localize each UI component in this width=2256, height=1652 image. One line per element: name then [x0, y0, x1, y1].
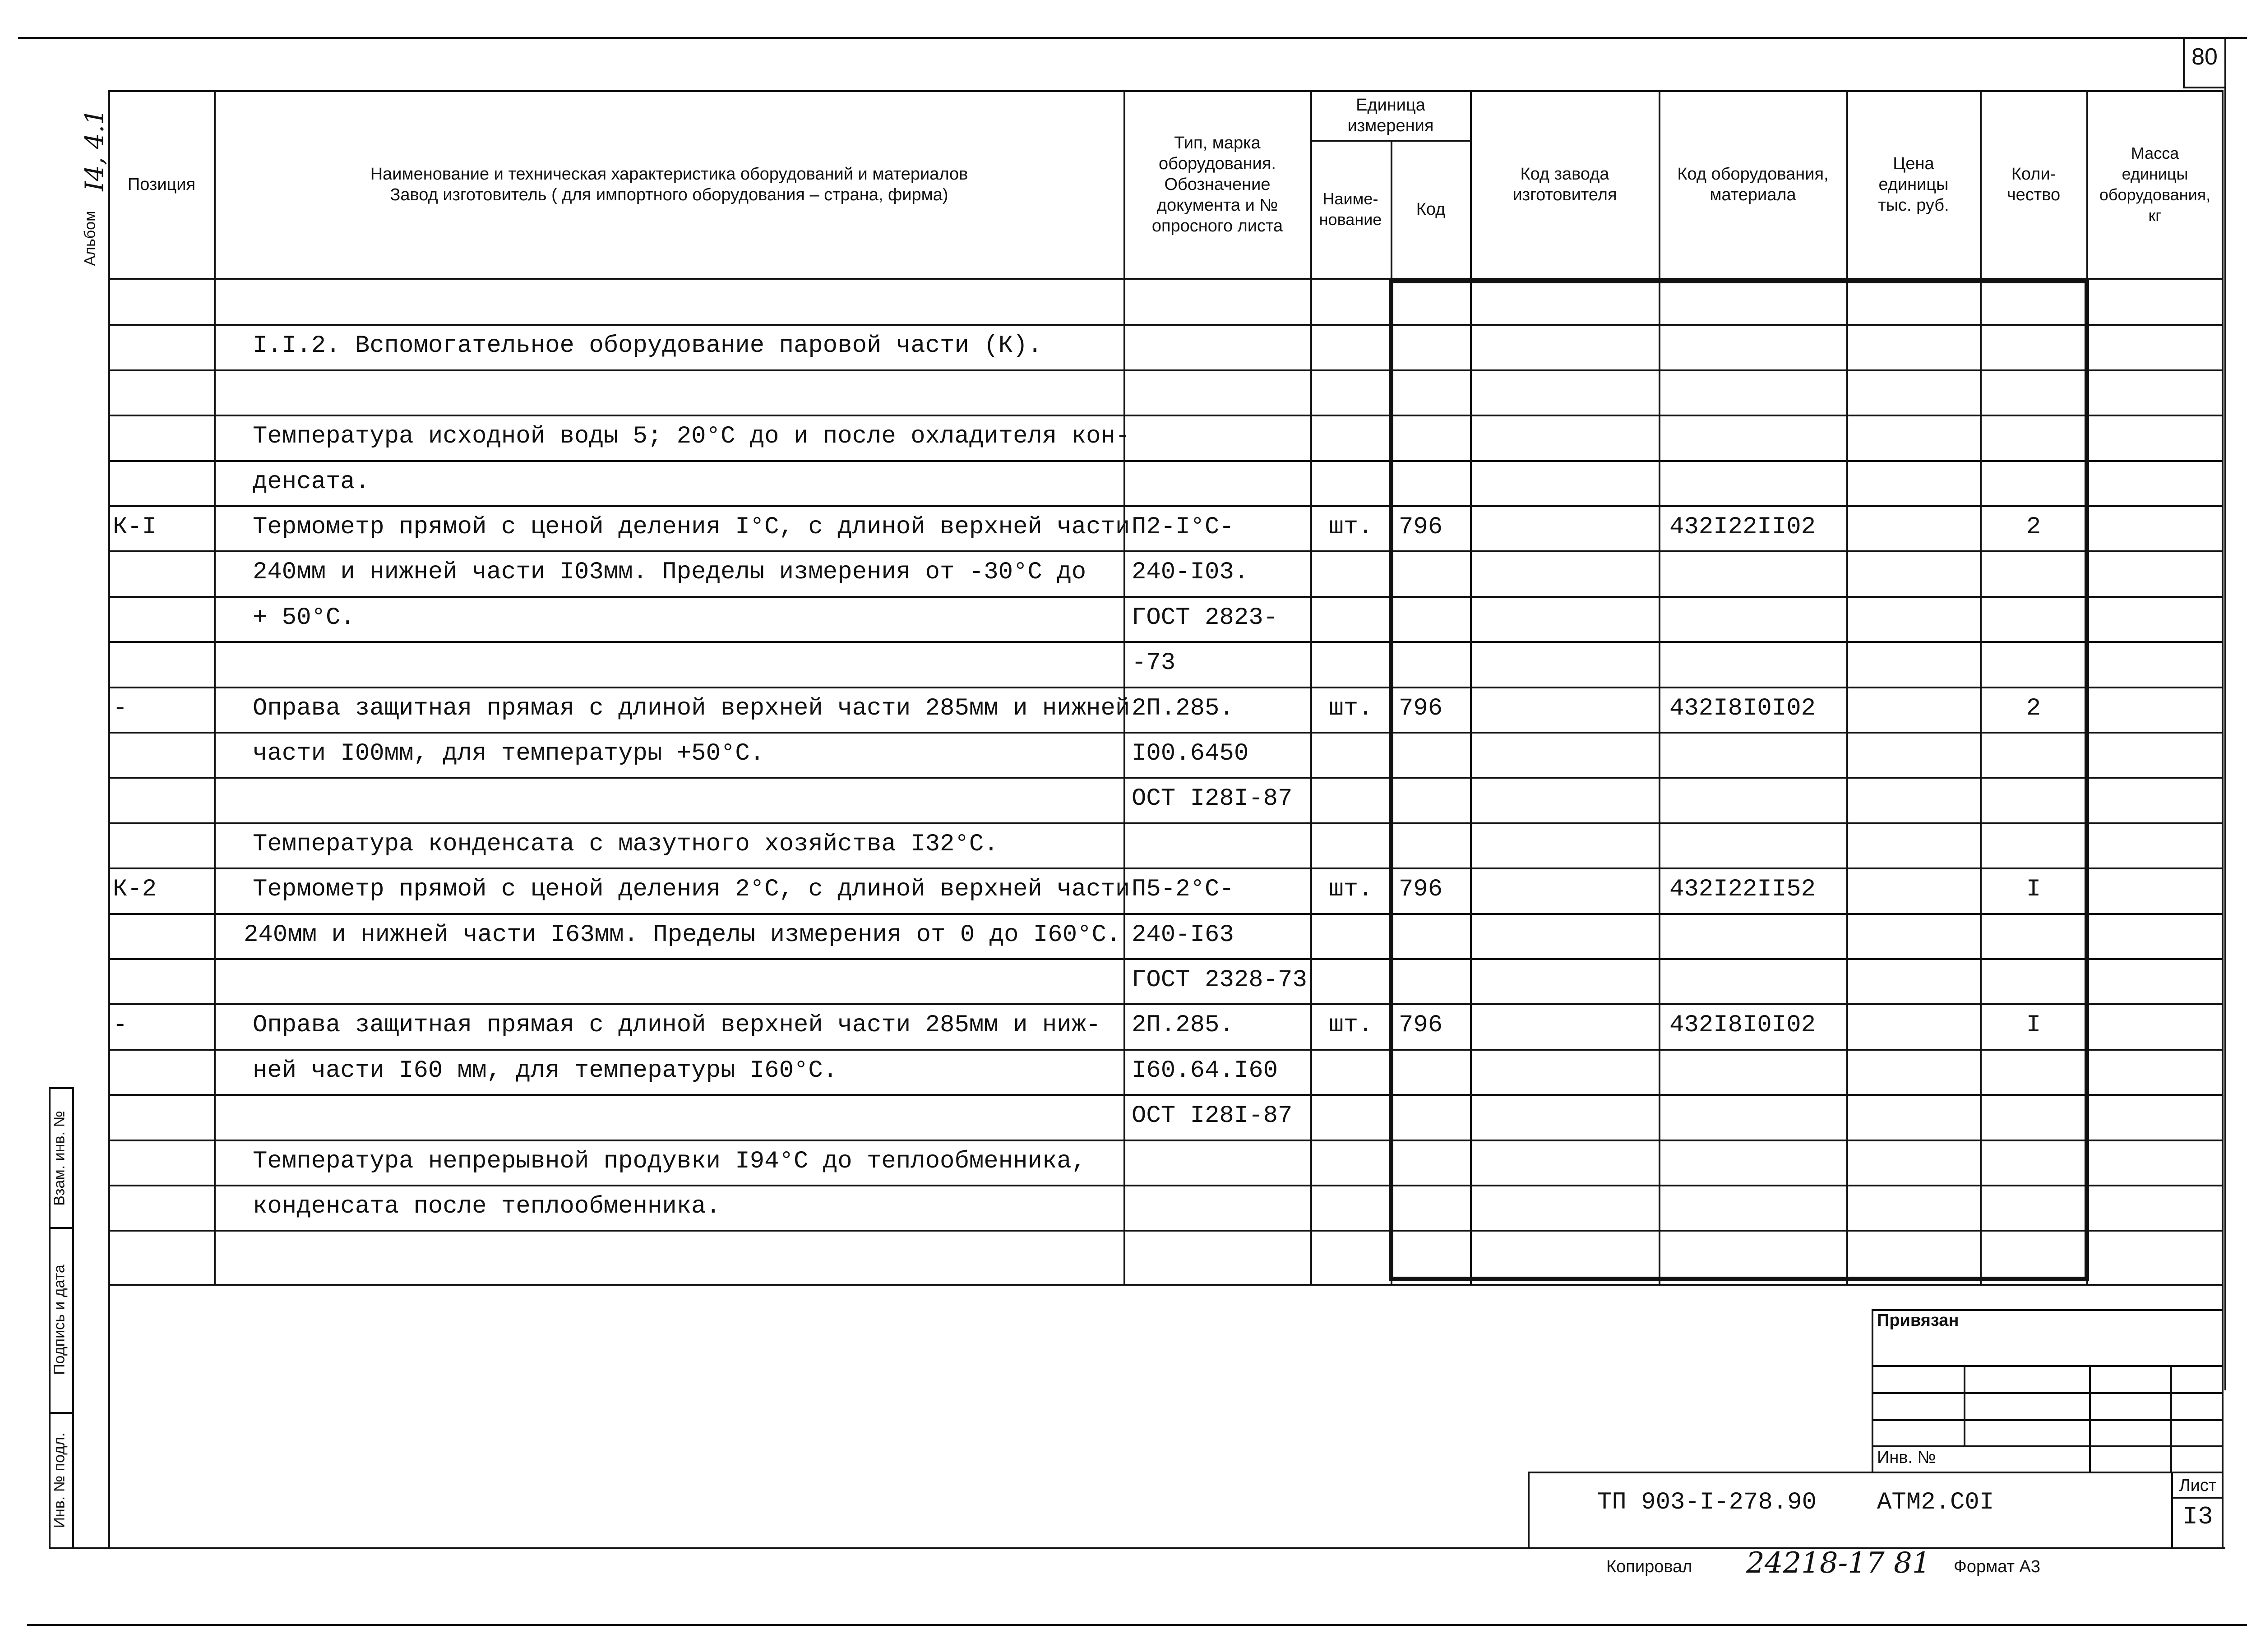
cell-type: ОСТ I28I-87: [1132, 785, 1293, 812]
cell-type: 2П.285.: [1132, 695, 1234, 722]
row-divider: [108, 1185, 2224, 1186]
cell-pos: К-2: [113, 876, 157, 903]
header-price: Цена единицы тыс. руб.: [1878, 154, 1949, 215]
cell-qty: 2: [2026, 695, 2041, 722]
cell-name: I.I.2. Вспомогательное оборудование паровой части (К).: [253, 332, 1042, 360]
row-divider: [108, 777, 2224, 779]
row-divider: [108, 550, 2224, 552]
cell-name: денсата.: [253, 468, 370, 496]
row-divider: [108, 505, 2224, 507]
cell-name: Оправа защитная прямая с длиной верхней части 285мм и ниж-: [253, 1011, 1101, 1039]
stamp-sheet-number: I3: [2182, 1502, 2213, 1531]
header-mass: Масса единицы оборудования, кг: [2099, 144, 2211, 225]
cell-type: -73: [1132, 649, 1176, 677]
cell-name: 240мм и нижней части I63мм. Пределы измерения от 0 до I60°С.: [244, 921, 1121, 949]
header-material-code: Код оборудования, материала: [1677, 165, 1829, 204]
side-label-signature-date: Подпись и дата: [51, 1264, 68, 1375]
stamp-sheet-label: Лист: [2179, 1476, 2217, 1495]
cell-type: ОСТ I28I-87: [1132, 1102, 1293, 1130]
cell-type: 2П.285.: [1132, 1011, 1234, 1039]
cell-qty: I: [2026, 876, 2041, 903]
row-divider: [108, 822, 2224, 824]
album-label: Альбом: [81, 211, 99, 266]
row-divider: [108, 369, 2224, 371]
footer-format-label: Формат А3: [1954, 1557, 2041, 1576]
cell-unit: шт.: [1329, 1011, 1373, 1039]
cell-name: Термометр прямой с ценой деления I°С, с длиной верхней части: [253, 513, 1130, 541]
stamp-doc-code: ТП 903-I-278.90: [1597, 1489, 1817, 1516]
cell-mat: 432I8I0I02: [1669, 695, 1816, 722]
cell-type: ГОСТ 2823-: [1132, 604, 1278, 632]
cell-unit: шт.: [1329, 513, 1373, 541]
cell-type: П2-I°С-: [1132, 513, 1234, 541]
cell-name: Температура непрерывной продувки I94°С до теплообменника,: [253, 1148, 1086, 1175]
cell-name: части I00мм, для температуры +50°С.: [253, 740, 765, 767]
row-divider: [108, 913, 2224, 915]
cell-type: ГОСТ 2328-73: [1132, 966, 1307, 994]
header-unit: Единица измерения: [1347, 96, 1434, 135]
cell-type: I00.6450: [1132, 740, 1249, 767]
row-divider: [108, 958, 2224, 960]
row-divider: [108, 596, 2224, 598]
album-number: I4, 4.1: [80, 109, 110, 191]
row-divider: [108, 460, 2224, 462]
cell-name: Температура исходной воды 5; 20°С до и после охладителя кон-: [253, 423, 1130, 450]
cell-type: П5-2°С-: [1132, 876, 1234, 903]
header-name: Наименование и техническая характеристика оборудований и материалов Завод изготовитель ( для импортного оборудования – страна, фирма): [370, 165, 968, 204]
cell-qty: 2: [2026, 513, 2041, 541]
cell-name: Температура конденсата с мазутного хозяйства I32°С.: [253, 831, 999, 858]
cell-code: 796: [1399, 695, 1443, 722]
row-divider: [108, 868, 2224, 869]
cell-type: I60.64.I60: [1132, 1057, 1278, 1084]
header-unit-code: Код: [1416, 200, 1446, 219]
cell-mat: 432I8I0I02: [1669, 1011, 1816, 1039]
header-type: Тип, марка оборудования. Обозначение документа и № опросного листа: [1151, 134, 1283, 235]
cell-pos: -: [113, 1011, 128, 1039]
cell-name: Оправа защитная прямая с длиной верхней части 285мм и нижней: [253, 695, 1130, 722]
row-divider: [108, 1003, 2224, 1005]
cell-code: 796: [1399, 1011, 1443, 1039]
row-divider: [108, 732, 2224, 734]
stamp-doc-mark: АТМ2.С0I: [1877, 1489, 1994, 1516]
cell-name: конденсата после теплообменника.: [253, 1193, 721, 1220]
footer-copied-label: Копировал: [1606, 1557, 1692, 1576]
cell-type: 240-I63: [1132, 921, 1234, 949]
row-divider: [108, 1094, 2224, 1096]
cell-code: 796: [1399, 876, 1443, 903]
side-label-replaced-inv: Взам. инв. №: [51, 1111, 68, 1206]
cell-mat: 432I22II02: [1669, 513, 1816, 541]
stamp-inv-label: Инв. №: [1877, 1448, 1936, 1467]
page-number: 80: [2191, 44, 2218, 70]
row-divider: [108, 324, 2224, 326]
cell-mat: 432I22II52: [1669, 876, 1816, 903]
row-divider: [108, 415, 2224, 416]
header-factory-code: Код завода изготовителя: [1512, 165, 1617, 204]
footer-handwritten-number: 24218-17 81: [1746, 1546, 1931, 1580]
row-divider: [108, 687, 2224, 688]
cell-name: + 50°С.: [253, 604, 355, 632]
header-unit-name: Наиме- нование: [1319, 189, 1382, 229]
row-divider: [108, 1230, 2224, 1232]
row-divider: [108, 641, 2224, 643]
cell-code: 796: [1399, 513, 1443, 541]
cell-unit: шт.: [1329, 695, 1373, 722]
stamp-bound-label: Привязан: [1877, 1311, 1959, 1330]
cell-pos: -: [113, 695, 128, 722]
header-quantity: Коли- чество: [2006, 165, 2061, 204]
cell-qty: I: [2026, 1011, 2041, 1039]
cell-pos: К-I: [113, 513, 157, 541]
cell-unit: шт.: [1329, 876, 1373, 903]
cell-name: 240мм и нижней части I03мм. Пределы измерения от -30°С до: [253, 558, 1086, 586]
header-position: Позиция: [127, 175, 196, 194]
side-label-inv-original: Инв. № подл.: [51, 1432, 68, 1528]
row-divider: [108, 1049, 2224, 1051]
row-divider: [108, 1140, 2224, 1141]
cell-type: 240-I03.: [1132, 558, 1249, 586]
cell-name: Термометр прямой с ценой деления 2°С, с длиной верхней части: [253, 876, 1130, 903]
cell-name: ней части I60 мм, для температуры I60°С.: [253, 1057, 838, 1084]
